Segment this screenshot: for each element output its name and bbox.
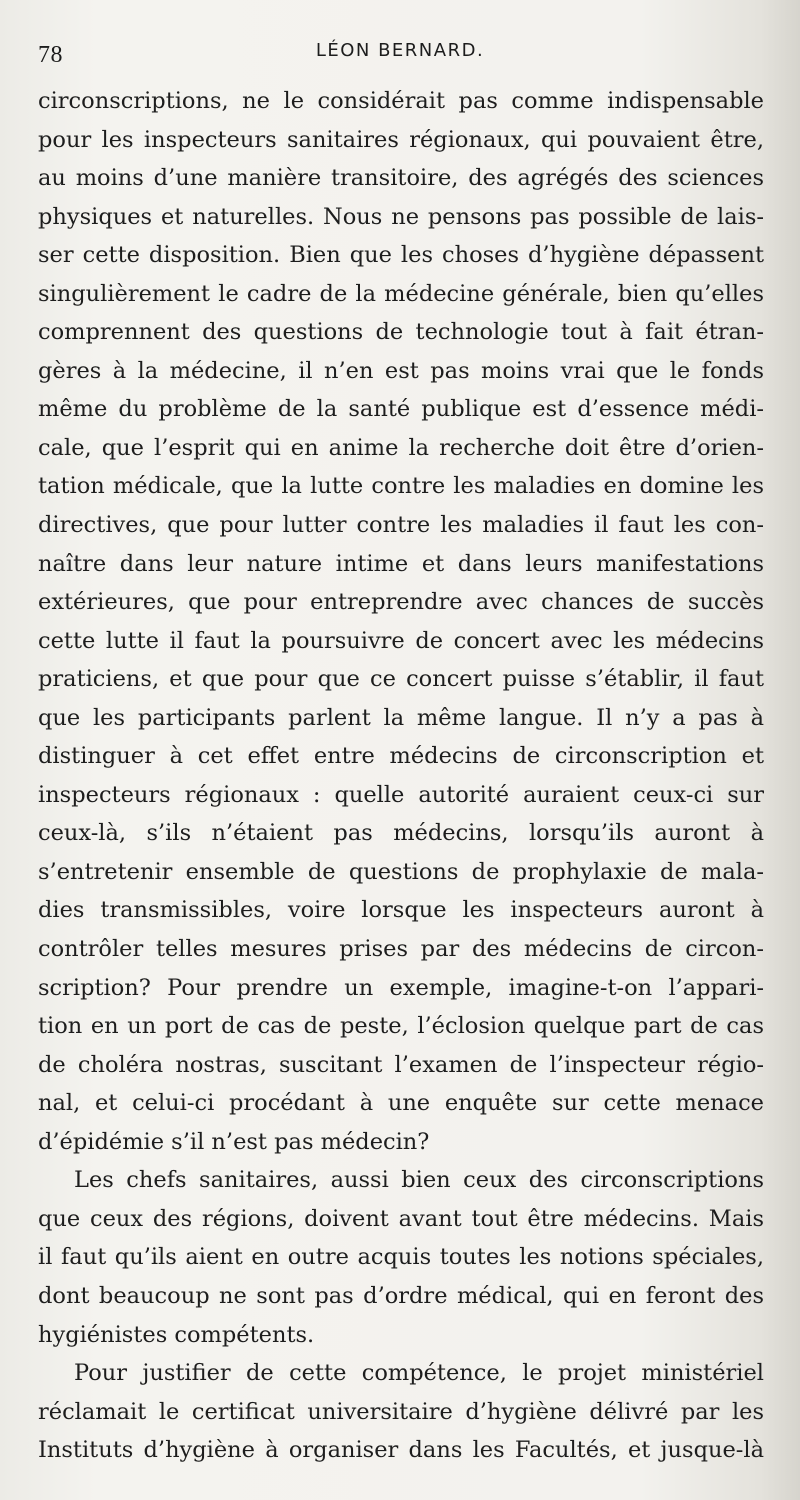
text-line: inspecteurs régionaux : quelle autorité auraient ceux-ci sur bbox=[38, 781, 764, 808]
text-line: tion en un port de cas de peste, l’éclosion quelque part de cas bbox=[38, 1013, 764, 1040]
text-line: Les chefs sanitaires, aussi bien ceux des circonscriptions bbox=[74, 1167, 764, 1194]
running-head: LÉON BERNARD. bbox=[315, 40, 485, 61]
text-line: nal, et celui-ci procédant à une enquête sur cette menace bbox=[38, 1090, 764, 1117]
text-line: que ceux des régions, doivent avant tout être médecins. Mais bbox=[38, 1205, 764, 1232]
text-line: distinguer à cet effet entre médecins de circonscription et bbox=[38, 743, 764, 770]
text-line: comprennent des questions de technologie tout à fait étran- bbox=[38, 319, 764, 346]
text-line: réclamait le certificat universitaire d’hygiène délivré par les bbox=[38, 1398, 764, 1425]
text-line: Pour justifier de cette compétence, le projet ministériel bbox=[74, 1360, 764, 1387]
page-number: 78 bbox=[38, 42, 63, 68]
text-line: même du problème de la santé publique est d’essence médi- bbox=[38, 396, 764, 423]
text-line: Instituts d’hygiène à organiser dans les Facultés, et jusque-là bbox=[38, 1437, 764, 1464]
text-line: contrôler telles mesures prises par des médecins de circon- bbox=[38, 936, 764, 963]
text-line: extérieures, que pour entreprendre avec chances de succès bbox=[38, 589, 764, 616]
text-line: cette lutte il faut la poursuivre de concert avec les médecins bbox=[38, 627, 764, 654]
text-line: tation médicale, que la lutte contre les maladies en domine les bbox=[38, 473, 764, 500]
text-line: dont beaucoup ne sont pas d’ordre médical, qui en feront des bbox=[38, 1282, 764, 1309]
text-line: d’épidémie s’il n’est pas médecin? bbox=[38, 1128, 430, 1155]
text-body bbox=[38, 82, 764, 1470]
text-line: que les participants parlent la même langue. Il n’y a pas à bbox=[38, 704, 764, 731]
text-line: pour les inspecteurs sanitaires régionaux, qui pouvaient être, bbox=[38, 126, 764, 153]
text-line: naître dans leur nature intime et dans leurs manifestations bbox=[38, 550, 764, 577]
text-line: physiques et naturelles. Nous ne pensons pas possible de lais- bbox=[38, 203, 764, 230]
text-line: praticiens, et que pour que ce concert puisse s’établir, il faut bbox=[38, 666, 764, 693]
text-line: directives, que pour lutter contre les maladies il faut les con- bbox=[38, 512, 764, 539]
text-line: hygiénistes compétents. bbox=[38, 1321, 315, 1348]
text-line: s’entretenir ensemble de questions de prophylaxie de mala- bbox=[38, 858, 764, 885]
text-line: au moins d’une manière transitoire, des agrégés des sciences bbox=[38, 165, 764, 192]
text-line: cale, que l’esprit qui en anime la recherche doit être d’orien- bbox=[38, 434, 764, 461]
text-line: il faut qu’ils aient en outre acquis toutes les notions spéciales, bbox=[38, 1244, 764, 1271]
text-line: singulièrement le cadre de la médecine générale, bien qu’elles bbox=[38, 280, 764, 307]
text-line: ceux-là, s’ils n’étaient pas médecins, lorsqu’ils auront à bbox=[38, 820, 764, 847]
text-line: dies transmissibles, voire lorsque les inspecteurs auront à bbox=[38, 897, 764, 924]
text-line: de choléra nostras, suscitant l’examen de l’inspecteur régio- bbox=[38, 1051, 764, 1078]
text-line: gères à la médecine, il n’en est pas moins vrai que le fonds bbox=[38, 357, 764, 384]
text-line: scription? Pour prendre un exemple, imagine-t-on l’appari- bbox=[38, 974, 764, 1001]
text-line: ser cette disposition. Bien que les choses d’hygiène dépassent bbox=[38, 242, 764, 269]
text-line: circonscriptions, ne le considérait pas comme indispensable bbox=[38, 88, 764, 114]
